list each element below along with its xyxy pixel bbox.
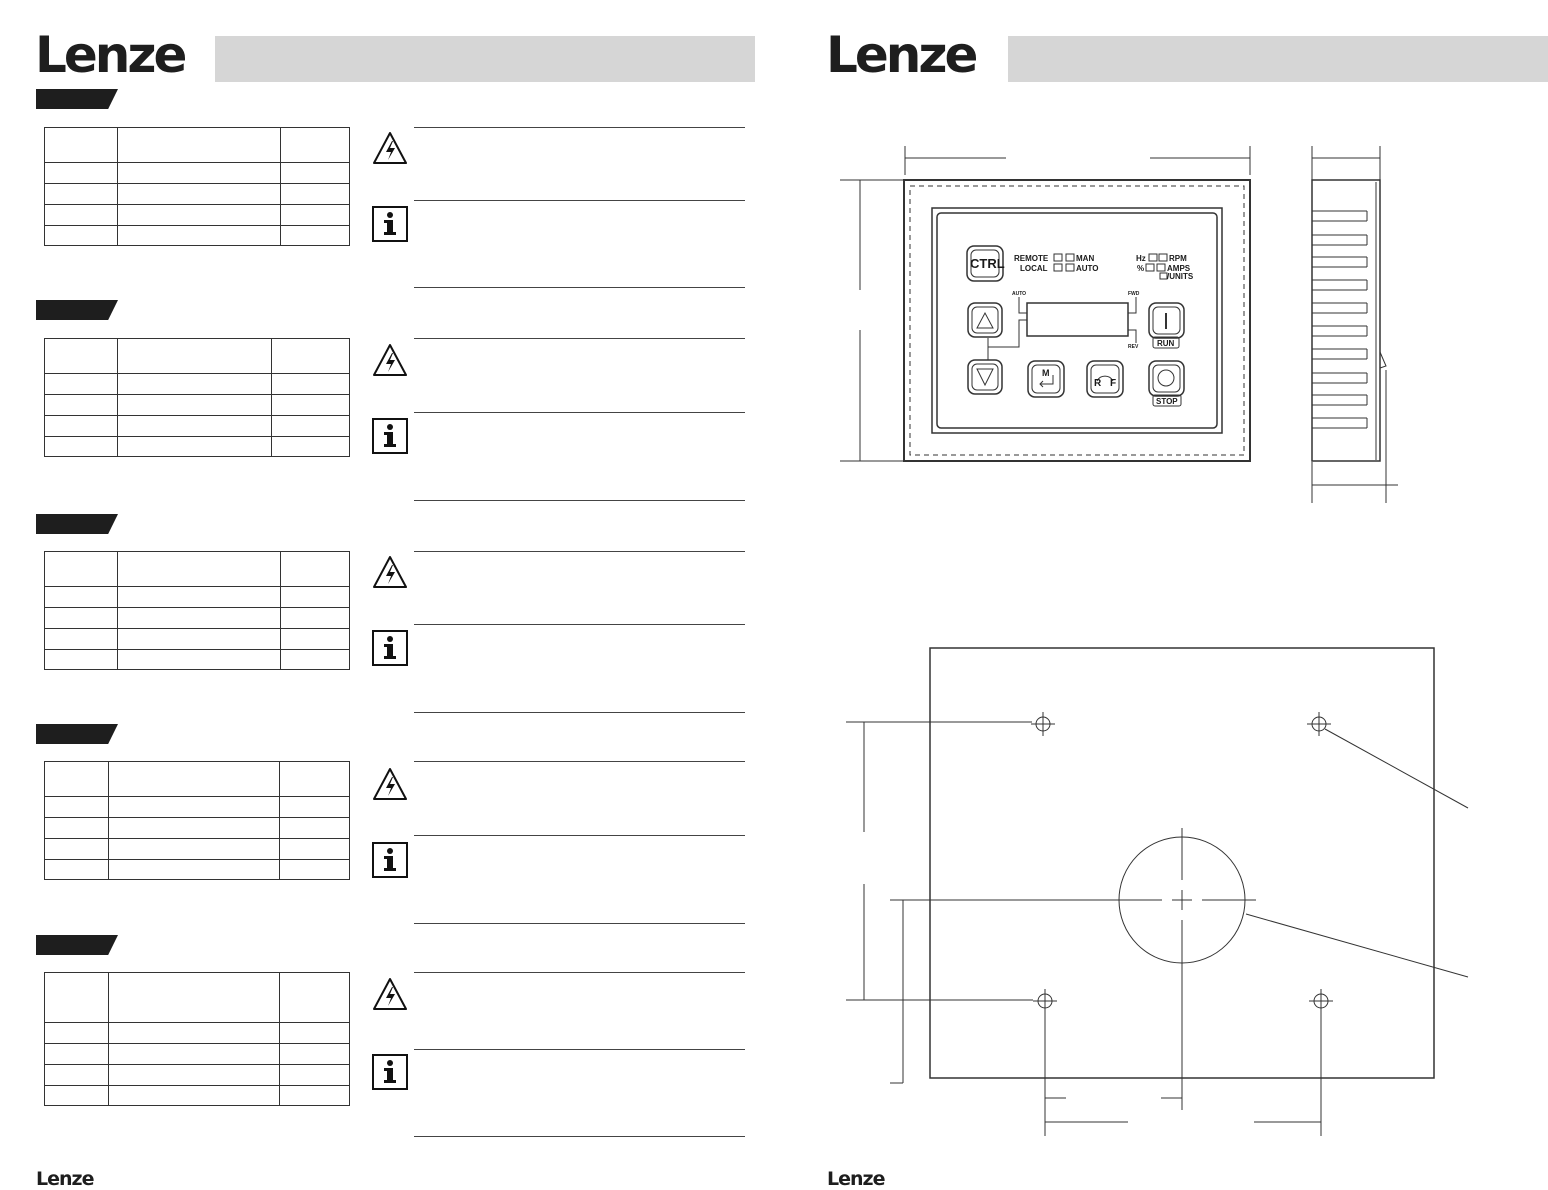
- f-key-label: F: [1110, 378, 1117, 389]
- rev-label: REV: [1128, 344, 1139, 350]
- divider: [414, 127, 745, 128]
- auto-small-label: AUTO: [1012, 291, 1027, 297]
- fwd-label: FWD: [1128, 291, 1140, 297]
- warning-electrical-icon: [372, 130, 408, 166]
- section-tab: [36, 935, 118, 955]
- divider: [414, 835, 745, 836]
- divider: [414, 551, 745, 552]
- divider: [414, 500, 745, 501]
- remote-label: REMOTE: [1014, 254, 1049, 263]
- stop-label: STOP: [1156, 397, 1178, 406]
- local-label: LOCAL: [1020, 264, 1048, 273]
- divider: [414, 338, 745, 339]
- info-icon: [372, 418, 408, 454]
- parameter-table: [44, 338, 350, 457]
- divider: [414, 972, 745, 973]
- run-label: RUN: [1157, 339, 1175, 348]
- section-tab: [36, 724, 118, 744]
- parameter-table: [44, 761, 350, 880]
- divider: [414, 412, 745, 413]
- info-icon: [372, 206, 408, 242]
- footer-logo: Lenze: [827, 1168, 885, 1190]
- rpm-label: RPM: [1169, 254, 1187, 263]
- right-page: [774, 0, 1548, 1189]
- divider: [414, 200, 745, 201]
- divider: [414, 1049, 745, 1050]
- parameter-table: [44, 972, 350, 1106]
- section-tab: [36, 300, 118, 320]
- lenze-logo: Lenze: [826, 26, 976, 84]
- hz-label: Hz: [1136, 254, 1146, 263]
- left-page: [0, 0, 774, 1189]
- divider: [414, 1136, 745, 1137]
- section-tab: [36, 89, 118, 109]
- keypad-dimension-drawing: [774, 0, 1548, 1189]
- m-key-label: M: [1042, 368, 1050, 378]
- warning-electrical-icon: [372, 342, 408, 378]
- man-label: MAN: [1076, 254, 1095, 263]
- parameter-table: [44, 127, 350, 246]
- auto-label: AUTO: [1076, 264, 1099, 273]
- warning-electrical-icon: [372, 976, 408, 1012]
- divider: [414, 761, 745, 762]
- parameter-table: [44, 551, 350, 670]
- divider: [414, 287, 745, 288]
- header-bar: [215, 36, 755, 82]
- r-key-label: R: [1094, 378, 1102, 389]
- units-label: /UNITS: [1167, 272, 1194, 281]
- section-tab: [36, 514, 118, 534]
- warning-electrical-icon: [372, 766, 408, 802]
- divider: [414, 712, 745, 713]
- warning-electrical-icon: [372, 554, 408, 590]
- divider: [414, 624, 745, 625]
- amps-label: AMPS: [1167, 264, 1191, 273]
- percent-label: %: [1137, 264, 1145, 273]
- info-icon: [372, 842, 408, 878]
- divider: [414, 923, 745, 924]
- info-icon: [372, 1054, 408, 1090]
- ctrl-label: CTRL: [970, 256, 1005, 271]
- info-icon: [372, 630, 408, 666]
- lenze-logo: Lenze: [35, 26, 185, 84]
- footer-logo: Lenze: [36, 1168, 94, 1190]
